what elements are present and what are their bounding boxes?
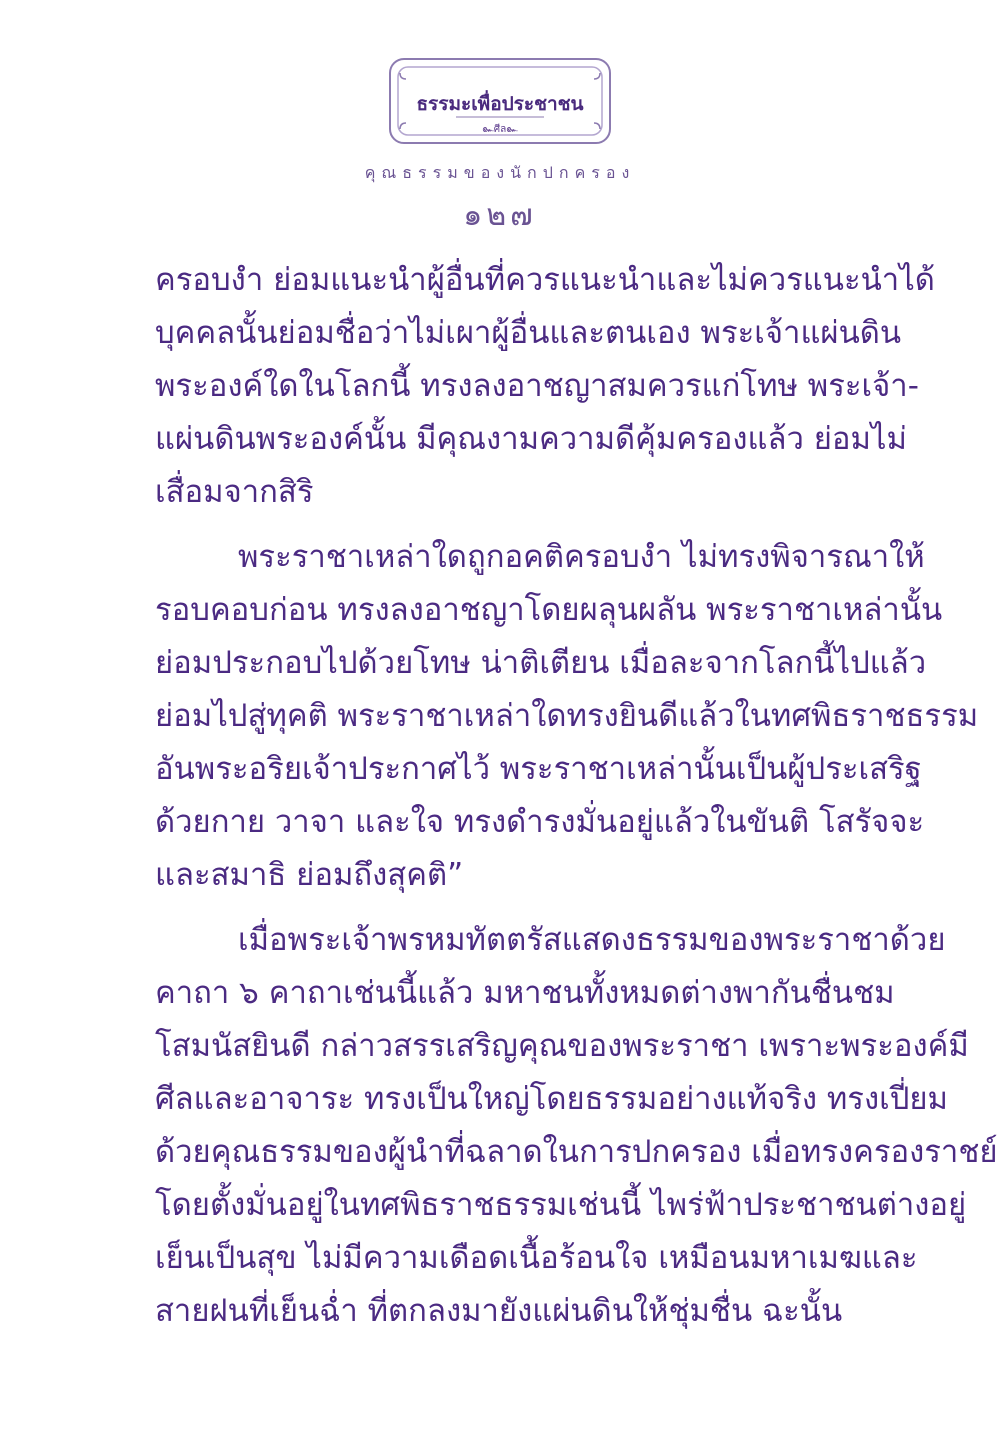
text-line: เย็นเป็นสุข ไม่มีความเดือดเนื้อร้อนใจ เหมือนมหาเมฆและ: [155, 1240, 918, 1276]
text-line: ย่อมประกอบไปด้วยโทษ น่าติเตียน เมื่อละจากโลกนี้ไปแล้ว: [155, 645, 927, 681]
text-line: โดยตั้งมั่นอยู่ในทศพิธราชธรรมเช่นนี้ ไพร่ฟ้าประชาชนต่างอยู่: [155, 1187, 967, 1223]
text-line: เมื่อพระเจ้าพรหมทัตตรัสแสดงธรรมของพระราชาด้วย: [238, 922, 946, 958]
text-line: ด้วยคุณธรรมของผู้นำที่ฉลาดในการปกครอง เมื่อทรงครองราชย์: [155, 1134, 998, 1170]
book-logo: [386, 55, 614, 147]
text-line: ด้วยกาย วาจา และใจ ทรงดำรงมั่นอยู่แล้วในขันติ โสรัจจะ: [155, 804, 925, 840]
text-line: คาถา ๖ คาถาเช่นนี้แล้ว มหาชนทั้งหมดต่างพากันชื่นชม: [155, 975, 895, 1011]
text-line: ย่อมไปสู่ทุคติ พระราชาเหล่าใดทรงยินดีแล้วในทศพิธราชธรรม: [155, 698, 979, 734]
paragraph: [155, 254, 935, 519]
page-number: ๑๒๗: [463, 198, 537, 233]
text-line: ศีลและอาจาระ ทรงเป็นใหญ่โดยธรรมอย่างแท้จริง ทรงเปี่ยม: [155, 1081, 948, 1117]
logo-title: ธรรมะเพื่อประชาชน: [416, 93, 584, 115]
text-line: โสมนัสยินดี กล่าวสรรเสริญคุณของพระราชา เพราะพระองค์มี: [155, 1028, 969, 1064]
text-line: บุคคลนั้นย่อมชื่อว่าไม่เผาผู้อื่นและตนเอง พระเจ้าแผ่นดิน: [155, 315, 902, 351]
page-header: [0, 55, 1000, 151]
text-line: อันพระอริยเจ้าประกาศไว้ พระราชาเหล่านั้นเป็นผู้ประเสริฐ: [155, 751, 922, 787]
text-line: พระองค์ใดในโลกนี้ ทรงลงอาชญาสมควรแก่โทษ พระเจ้า-: [155, 368, 919, 404]
running-title: คุณธรรมของนักปกครอง: [364, 163, 636, 182]
text-line: และสมาธิ ย่อมถึงสุคติ”: [155, 857, 464, 893]
text-line: รอบคอบก่อน ทรงลงอาชญาโดยผลุนผลัน พระราชาเหล่านั้น: [155, 592, 943, 628]
text-line: พระราชาเหล่าใดถูกอคติครอบงำ ไม่ทรงพิจารณาให้: [238, 539, 925, 575]
paragraph: [155, 531, 979, 902]
text-line: สายฝนที่เย็นฉ่ำ ที่ตกลงมายังแผ่นดินให้ชุ่มชื่น ฉะนั้น: [155, 1293, 843, 1329]
text-line: ครอบงำ ย่อมแนะนำผู้อื่นที่ควรแนะนำและไม่ควรแนะนำได้: [155, 262, 935, 298]
paragraph-gap: [155, 902, 875, 914]
text-line: เสื่อมจากสิริ: [155, 474, 314, 510]
text-line: แผ่นดินพระองค์นั้น มีคุณงามความดีคุ้มครองแล้ว ย่อมไม่: [155, 421, 907, 457]
paragraph: [155, 914, 998, 1338]
logo-ornament: ๛ศีล๛: [482, 124, 518, 135]
body-text: [155, 254, 998, 1338]
paragraph-gap: [155, 519, 875, 531]
